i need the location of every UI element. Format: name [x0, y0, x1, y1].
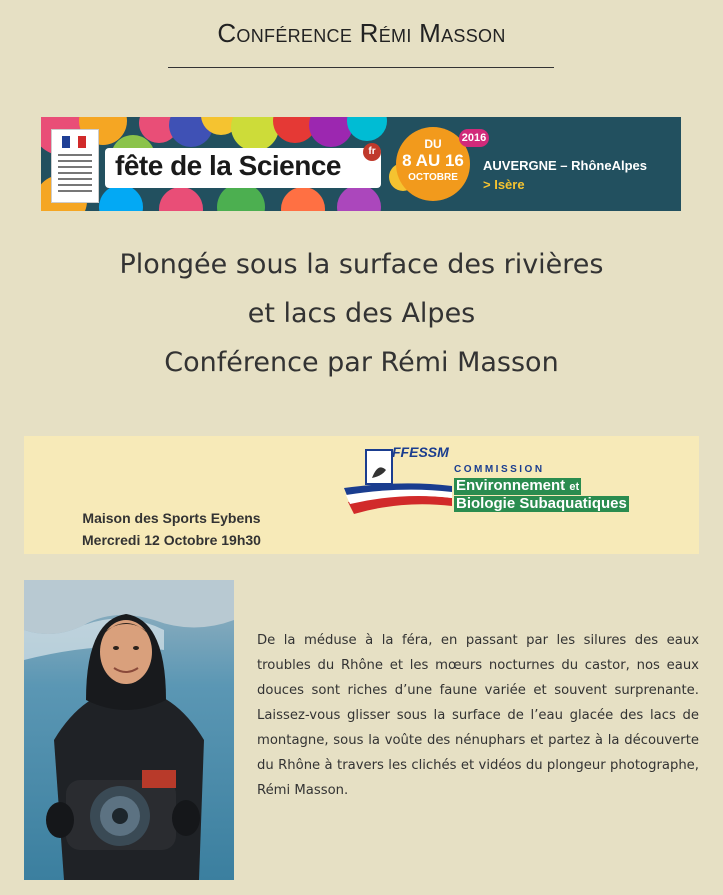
fr-badge: fr — [363, 143, 381, 161]
conference-headline — [0, 240, 723, 387]
ffessm-name: FFESSM — [392, 444, 449, 460]
commission-line-1 — [454, 478, 581, 495]
event-info-band — [24, 436, 699, 554]
diver-photo — [24, 580, 234, 880]
fete-science-banner — [41, 117, 681, 211]
event-name: fête de la Science — [115, 150, 342, 181]
venue-name: Maison des Sports Eybens — [82, 510, 261, 526]
conference-description: De la méduse à la féra, en passant par les silures des eaux troubles du Rhône et les mœurs nocturnes du castor, nos eaux douces sont riches d’une faune variée et souvent surprenante. Laissez-vous glisser sous la surface de l’eau glacée des lacs de montagne, sous la voûte des nénuphars et partez à la découverte du Rhône à travers les clichés et vidéos du plongeur photographe, Rémi Masson. — [257, 633, 699, 798]
page-title: Conférence Rémi Masson — [217, 18, 506, 48]
subregion-label: > Isère — [483, 177, 525, 192]
date-month: OCTOBRE — [408, 172, 458, 183]
ministry-logo — [51, 129, 99, 203]
headline-line-1: Plongée sous la surface des rivières — [119, 249, 604, 280]
year-badge: 2016 — [459, 129, 489, 147]
ffessm-logo — [342, 440, 672, 522]
venue-info — [82, 507, 261, 551]
commission-env: Environnement — [456, 477, 566, 494]
commission-label: COMMISSION — [454, 464, 545, 475]
commission-line-2: Biologie Subaquatiques — [456, 495, 627, 512]
french-flag-icon — [62, 136, 86, 148]
diver-portrait-image — [24, 580, 234, 880]
headline-line-3: Conférence par Rémi Masson — [164, 347, 559, 378]
event-datetime: Mercredi 12 Octobre 19h30 — [82, 532, 261, 548]
title-divider — [168, 67, 554, 68]
headline-line-2: et lacs des Alpes — [247, 298, 476, 329]
commission-et: et — [569, 481, 580, 493]
date-du: DU — [424, 137, 442, 151]
date-range: 8 AU 16 — [402, 151, 464, 170]
region-label: AUVERGNE – RhôneAlpes — [483, 158, 647, 173]
